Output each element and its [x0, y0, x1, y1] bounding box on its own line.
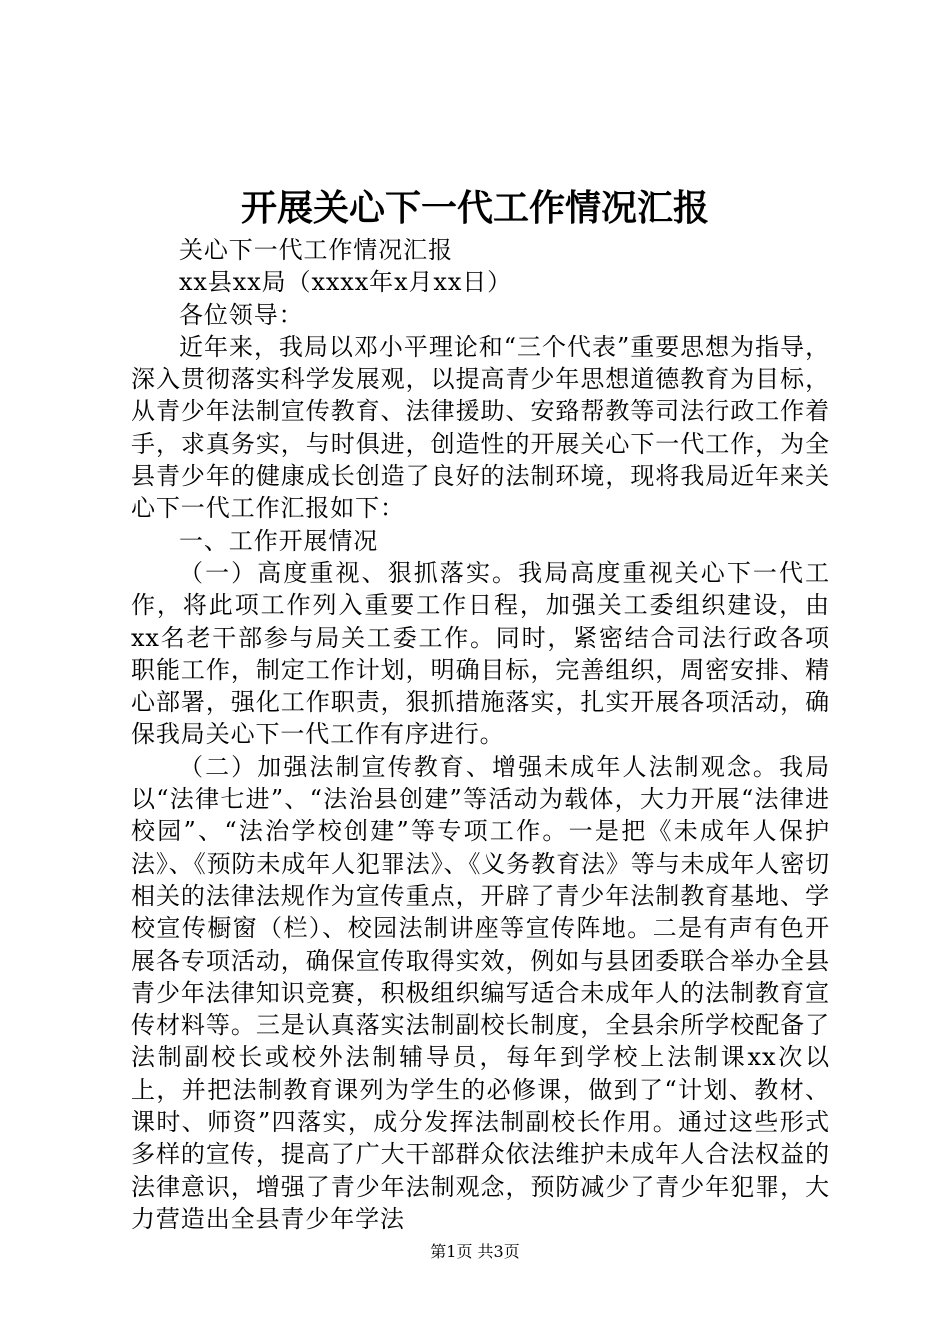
page-footer: 第1页 共3页 — [430, 1242, 520, 1261]
document-body — [131, 234, 830, 1235]
subtitle-paragraph: 关心下一代工作情况汇报 — [179, 236, 453, 264]
issuer-date-line: xx县xx局（xxxx年x月xx日） — [179, 268, 513, 297]
salutation: 各位领导： — [179, 300, 304, 329]
document-title: 开展关心下一代工作情况汇报 — [240, 187, 709, 229]
section-heading: 一、工作开展情况 — [179, 526, 379, 555]
intro-paragraph: 近年来，我局以邓小平理论和“三个代表”重要思想为指导，深入贯彻落实科学发展观，以提高青少年思想道德教育为目标，从青少年法制宣传教育、法律援助、安臵帮教等司法行政工作着手，求真务实，与时俱进，创造性的开展关心下一代工作，为全县青少年的健康成长创造了良好的法制环境，现将我局近年来关心下一代工作汇报如下： — [131, 332, 830, 523]
body-paragraph: （一）高度重视、狠抓落实。我局高度重视关心下一代工作，将此项工作列入重要工作日程，加强关工委组织建设，由xx名老干部参与局关工委工作。同时，紧密结合司法行政各项职能工作，制定工作计划，明确目标，完善组织，周密安排、精心部署，强化工作职责，狠抓措施落实，扎实开展各项活动，确保我局关心下一代工作有序进行。 — [131, 558, 830, 749]
body-paragraph: （二）加强法制宣传教育、增强未成年人法制观念。我局以“法律七进”、“法治县创建”等活动为载体，大力开展“法律进校园”、“法治学校创建”等专项工作。一是把《未成年人保护法》、《预防未成年人犯罪法》、《义务教育法》等与未成年人密切相关的法律法规作为宣传重点，开辟了青少年法制教育基地、学校宣传橱窗（栏）、校园法制讲座等宣传阵地。二是有声有色开展各专项活动，确保宣传取得实效，例如与县团委联合举办全县青少年法律知识竞赛，积极组织编写适合未成年人的法制教育宣传材料等。三是认真落实法制副校长制度，全县余所学校配备了法制副校长或校外法制辅导员，每年到学校上法制课xx次以上，并把法制教育课列为学生的必修课，做到了“计划、教材、课时、师资”四落实，成分发挥法制副校长作用。通过这些形式多样的宣传，提高了广大干部群众依法维护未成年人合法权益的法律意识，增强了青少年法制观念，预防减少了青少年犯罪，大力营造出全县青少年学法 — [131, 752, 830, 1233]
